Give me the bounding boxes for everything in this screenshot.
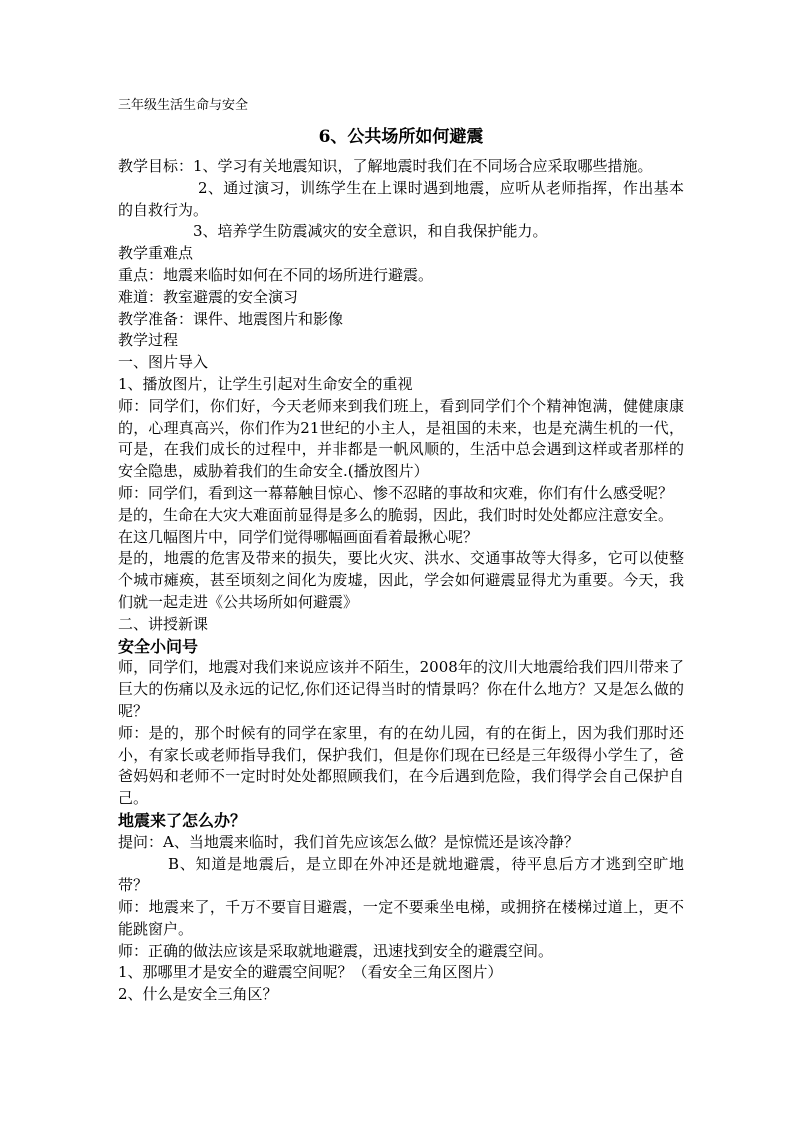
paragraph: 在这几幅图片中，同学们觉得哪幅画面看着最揪心呢？	[118, 527, 479, 546]
paragraph: 教学准备：课件、地震图片和影像	[118, 309, 344, 328]
paragraph: B、知道是地震后，是立即在外冲还是就地避震，待平息后方才逃到空旷地带？	[118, 854, 684, 895]
paragraph: 提问：A、当地震来临时，我们首先应该怎么做？是惊慌还是该冷静？	[118, 832, 579, 851]
paragraph: 师：同学们，看到这一幕幕触目惊心、惨不忍睹的事故和灾难，你们有什么感受呢？	[118, 483, 674, 502]
paragraph: 教学目标：1、学习有关地震知识，了解地震时我们在不同场合应采取哪些措施。	[118, 157, 653, 175]
paragraph: 难道：教室避震的安全演习	[118, 287, 299, 306]
paragraph: 师：是的，那个时候有的同学在家里，有的在幼儿园，有的在街上，因为我们那时还小，有家长或老师指导我们，保护我们，但是你们现在已经是三年级得小学生了，爸爸妈妈和老师不一定时时处处都照顾我们，在今后遇到危险，我们得学会自己保护自己。	[118, 723, 684, 808]
paragraph: 师：同学们，你们好，今天老师来到我们班上，看到同学们个个精神饱满，健健康康的，心理真高兴，你们作为21世纪的小主人，是祖国的未来，也是充满生机的一代，可是，在我们成长的过程中，并非都是一帆风顺的，生活中总会遇到这样或者那样的安全隐患，威胁着我们的生命安全.(播放图片）	[118, 396, 684, 481]
document-title: 6、公共场所如何避震	[318, 127, 484, 147]
section-heading: 地震来了怎么办？	[118, 810, 247, 830]
paragraph: 师，同学们，地震对我们来说应该并不陌生，2008年的汶川大地震给我们四川带来了巨大的伤痛以及永远的记忆,你们还记得当时的情景吗？你在什么地方？又是怎么做的呢？	[118, 658, 684, 720]
paragraph: 教学过程	[118, 331, 179, 350]
paragraph: 1、那哪里才是安全的避震空间呢？（看安全三角区图片）	[118, 963, 503, 982]
section-heading: 安全小问号	[118, 636, 199, 656]
document-header: 三年级生活生命与安全	[118, 98, 249, 113]
paragraph: 师：地震来了，千万不要盲目避震，一定不要乘坐电梯，或拥挤在楼梯过道上，更不能跳窗户。	[118, 898, 684, 938]
document-page	[118, 96, 684, 1006]
paragraph: 是的，地震的危害及带来的损失，要比火灾、洪水、交通事故等大得多，它可以使整个城市瘫痪，甚至顷刻之间化为废墟，因此，学会如何避震显得尤为重要。今天，我们就一起走进《公共场所如何避震》	[118, 549, 684, 611]
paragraph: 2、什么是安全三角区？	[118, 985, 278, 1004]
paragraph: 重点：地震来临时如何在不同的场所进行避震。	[118, 265, 434, 284]
paragraph: 二、讲授新课	[118, 614, 209, 633]
paragraph: 师：正确的做法应该是采取就地避震，迅速找到安全的避震空间。	[118, 941, 554, 960]
paragraph: 2、通过演习，训练学生在上课时遇到地震，应听从老师指挥，作出基本的自救行为。	[118, 178, 684, 219]
paragraph: 一、图片导入	[118, 353, 209, 372]
paragraph: 3、培养学生防震减灾的安全意识，和自我保护能力。	[193, 222, 548, 241]
document-body	[118, 156, 684, 1006]
paragraph: 是的，生命在大灾大难面前显得是多么的脆弱，因此，我们时时处处都应注意安全。	[118, 505, 674, 524]
paragraph: 教学重难点	[118, 244, 194, 263]
paragraph: 1、播放图片，让学生引起对生命安全的重视	[118, 374, 413, 393]
